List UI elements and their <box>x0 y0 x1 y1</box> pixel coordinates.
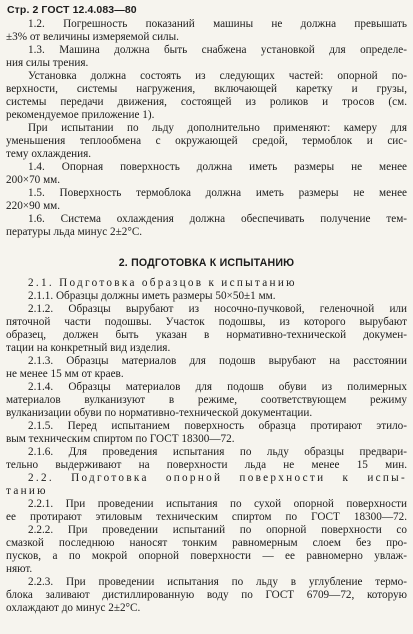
text-line: Установка должна состоять из следующих частей: опорной по- <box>28 70 407 82</box>
text-line: 220×90 мм. <box>6 200 61 212</box>
text-line: материалов вулканизуют в режиме, соответствующем режиму <box>6 394 407 406</box>
text-line: 2.1.1. Образцы должны иметь размеры 50×50±1 мм. <box>28 290 276 302</box>
text-line: 2.1. Подготовка образцов к испытанию <box>28 277 297 289</box>
text-line: 1.5. Поверхность термоблока должна иметь размеры не менее <box>28 187 407 199</box>
text-line: верхности, системы нагружения, включающей каретку и грузы, <box>6 83 407 95</box>
text-line: 1.2. Погрешность показаний машины не должна превышать <box>28 18 407 30</box>
text-line: 2.1.5. Перед испытанием поверхность образца протирают этило- <box>28 420 407 432</box>
text-line: охлаждают до минус 2±2°С. <box>6 602 141 614</box>
text-line: блока заливают дистиллированную воду по ГОСТ 6709—72, которую <box>6 589 407 601</box>
text-line: рекомендуемое приложение 1). <box>6 109 155 121</box>
text-line: При испытании по льду дополнительно применяют: камеру для <box>28 122 407 134</box>
text-line: 1.4. Опорная поверхность должна иметь размеры не менее <box>28 161 407 173</box>
text-line: вулканизации обуви по нормативно-технической документации. <box>6 407 313 419</box>
text-line: 2.1.2. Образцы вырубают из носочно-пучковой, геленочной или <box>28 303 407 315</box>
text-line: тему охлаждения. <box>6 148 92 160</box>
text-line: образец, должен быть указан в нормативно-технической докумен- <box>6 329 407 341</box>
text-line: 2.2.3. При проведении испытания по льду в углубление термо- <box>28 576 407 588</box>
text-line: ее протирают этиловым техническим спиртом по ГОСТ 18300—72. <box>6 511 407 523</box>
text-line: няют. <box>6 563 33 575</box>
text-line: ±3% от величины измеряемой силы. <box>6 31 179 43</box>
text-line: 2.1.3. Образцы материалов для подошв вырубают на расстоянии <box>28 355 407 367</box>
text-line: 2.1.6. Для проведения испытания по льду образцы предвари- <box>28 446 407 458</box>
text-line: вым техническим спиртом по ГОСТ 18300—72. <box>6 433 235 445</box>
text-line: 2.1.4. Образцы материалов для подошв обуви из полимерных <box>28 381 407 393</box>
page-header: Стр. 2 ГОСТ 12.4.083—80 <box>7 4 137 16</box>
text-line: танию <box>6 485 48 497</box>
text-line: пературы льда минус 2±2°С. <box>6 226 143 238</box>
text-line: пяточной части подошвы. Участок подошвы, из которого вырубают <box>6 316 407 328</box>
text-line: 1.6. Система охлаждения должна обеспечивать получение тем- <box>28 213 407 225</box>
text-line: ния силы трения. <box>6 57 89 69</box>
text-line: 2.2.1. При проведении испытания по сухой опорной поверхности <box>28 498 407 510</box>
text-line: 2.2.2. При проведении испытаний по опорной поверхности со <box>28 524 407 536</box>
text-line: пусков, а по мокрой опорной поверхности — ее равномерно увлаж- <box>6 550 407 562</box>
text-line: не менее 15 мм от краев. <box>6 368 124 380</box>
text-line: 1.3. Машина должна быть снабжена установкой для определе- <box>28 44 407 56</box>
text-line: тельно выдерживают на поверхности льда не менее 15 мин. <box>6 459 407 471</box>
text-line: тации на конкретный вид изделия. <box>6 342 171 354</box>
text-line: смазкой последнюю наносят тонким равномерным слоем без про- <box>6 537 407 549</box>
text-line: 2.2. Подготовка опорной поверхности к испы- <box>28 472 407 484</box>
text-line: уменьшения теплообмена с окружающей средой, термоблок и сис- <box>6 135 407 147</box>
text-line: 200×70 мм. <box>6 174 61 186</box>
text-line: 2. ПОДГОТОВКА К ИСПЫТАНИЮ <box>118 257 295 269</box>
text-line: системы передачи движения, состоящей из роликов и тросов (см. <box>6 96 407 108</box>
